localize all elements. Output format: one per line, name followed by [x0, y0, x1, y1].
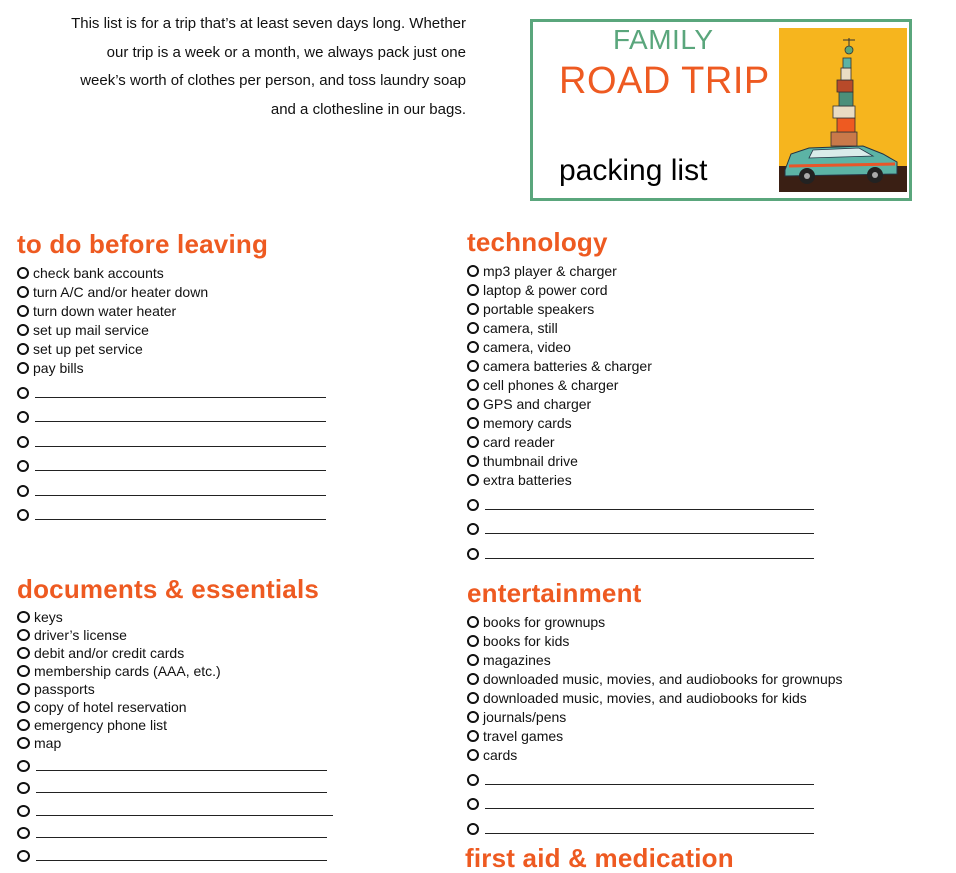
checkbox-circle-icon[interactable]	[467, 322, 479, 334]
item-label: emergency phone list	[34, 717, 168, 733]
checkbox-circle-icon[interactable]	[467, 474, 479, 486]
checklist-item[interactable]	[467, 280, 814, 299]
checklist-item[interactable]	[17, 301, 326, 320]
item-label: downloaded music, movies, and audiobooks for grownups	[483, 670, 843, 687]
item-label: turn A/C and/or heater down	[33, 283, 209, 300]
intro-line: This list is for a trip that’s at least seven days long. Whether	[71, 15, 466, 32]
write-in-line[interactable]	[485, 558, 814, 559]
checklist-item[interactable]	[467, 394, 814, 413]
checkbox-circle-icon[interactable]	[17, 737, 30, 749]
checklist-item[interactable]	[17, 608, 333, 626]
item-label: turn down water heater	[33, 302, 177, 319]
checklist-item[interactable]	[17, 626, 333, 644]
checklist-item[interactable]	[467, 745, 843, 764]
write-in-line[interactable]	[485, 533, 814, 534]
item-label: books for grownups	[483, 613, 606, 630]
item-label: set up pet service	[33, 340, 143, 357]
checkbox-circle-icon[interactable]	[17, 267, 29, 279]
checklist-item[interactable]	[17, 339, 326, 358]
item-label: portable speakers	[483, 300, 595, 317]
checklist-item[interactable]	[17, 282, 326, 301]
checklist-item[interactable]	[467, 470, 814, 489]
section-heading: entertainment	[467, 578, 642, 608]
item-label: map	[34, 735, 62, 751]
checkbox-circle-icon[interactable]	[467, 616, 479, 628]
title-box	[530, 19, 912, 201]
checklist-item[interactable]	[467, 337, 814, 356]
checklist-item[interactable]	[17, 263, 326, 282]
write-in-line[interactable]	[35, 446, 326, 447]
checklist-item[interactable]	[467, 612, 843, 631]
checkbox-circle-icon[interactable]	[467, 303, 479, 315]
checkbox-circle-icon[interactable]	[17, 665, 30, 677]
checkbox-circle-icon[interactable]	[467, 417, 479, 429]
checkbox-circle-icon[interactable]	[467, 523, 479, 535]
checkbox-circle-icon[interactable]	[17, 286, 29, 298]
checklist-item[interactable]	[467, 688, 843, 707]
checklist-item[interactable]	[467, 432, 814, 451]
write-in-line[interactable]	[36, 792, 327, 793]
item-label: passports	[34, 681, 95, 697]
blank-checklist-line[interactable]	[17, 402, 326, 427]
checkbox-circle-icon[interactable]	[17, 387, 29, 399]
checkbox-circle-icon[interactable]	[467, 341, 479, 353]
checkbox-circle-icon[interactable]	[17, 460, 29, 472]
blank-checklist-line[interactable]	[17, 775, 333, 798]
checklist-item[interactable]	[467, 451, 814, 470]
section-entertainment	[467, 578, 843, 838]
item-label: set up mail service	[33, 321, 149, 338]
checkbox-circle-icon[interactable]	[17, 362, 29, 374]
checkbox-circle-icon[interactable]	[17, 629, 30, 641]
checklist-item[interactable]	[467, 650, 843, 669]
checkbox-circle-icon[interactable]	[17, 719, 30, 731]
intro-line: and a clothesline in our bags.	[270, 100, 466, 118]
blank-checklist-line[interactable]	[467, 514, 814, 539]
title-family: FAMILY	[613, 24, 714, 55]
blank-checklist-line[interactable]	[17, 752, 333, 775]
write-in-line[interactable]	[485, 833, 814, 834]
checklist-item[interactable]	[467, 726, 843, 745]
write-in-line[interactable]	[35, 421, 326, 422]
section-technology	[467, 227, 814, 563]
checkbox-circle-icon[interactable]	[467, 499, 479, 511]
item-label: camera, still	[483, 319, 558, 336]
checkbox-circle-icon[interactable]	[17, 805, 30, 817]
item-label: travel games	[483, 727, 564, 744]
checkbox-circle-icon[interactable]	[467, 398, 479, 410]
item-label: magazines	[483, 651, 551, 668]
blank-checklist-line[interactable]	[467, 764, 843, 789]
item-label: journals/pens	[483, 708, 567, 725]
write-in-line[interactable]	[485, 808, 814, 809]
checkbox-circle-icon[interactable]	[17, 485, 29, 497]
checklist-item[interactable]	[17, 680, 333, 698]
section-first-aid	[465, 843, 734, 873]
checklist-item[interactable]	[17, 358, 326, 377]
write-in-line[interactable]	[35, 397, 326, 398]
checkbox-circle-icon[interactable]	[17, 411, 29, 423]
title-road-trip: ROAD TRIP	[559, 60, 770, 102]
checkbox-circle-icon[interactable]	[467, 548, 479, 560]
checkbox-circle-icon[interactable]	[17, 701, 30, 713]
checkbox-circle-icon[interactable]	[467, 673, 479, 685]
checkbox-circle-icon[interactable]	[467, 654, 479, 666]
item-label: cell phones & charger	[483, 376, 619, 393]
checkbox-circle-icon[interactable]	[467, 823, 479, 835]
item-label: membership cards (AAA, etc.)	[34, 663, 221, 679]
item-label: thumbnail drive	[483, 452, 578, 469]
blank-checklist-line[interactable]	[467, 789, 843, 814]
item-label: GPS and charger	[483, 395, 592, 412]
write-in-line[interactable]	[35, 470, 326, 471]
checkbox-circle-icon[interactable]	[467, 692, 479, 704]
blank-checklist-line[interactable]	[17, 797, 333, 820]
checkbox-circle-icon[interactable]	[467, 379, 479, 391]
section-documents	[17, 574, 333, 865]
intro-line: our trip is a week or a month, we always pack just one	[106, 43, 466, 61]
checklist-item[interactable]	[467, 261, 814, 280]
item-label: mp3 player & charger	[483, 262, 617, 279]
intro-line: week’s worth of clothes per person, and toss laundry soap	[80, 72, 466, 89]
item-label: keys	[34, 609, 63, 625]
checkbox-circle-icon[interactable]	[17, 509, 29, 521]
checkbox-circle-icon[interactable]	[467, 455, 479, 467]
item-label: downloaded music, movies, and audiobooks for kids	[483, 689, 807, 706]
item-label: driver’s license	[34, 627, 127, 643]
checklist-item[interactable]	[467, 413, 814, 432]
blank-checklist-line[interactable]	[17, 500, 326, 525]
checkbox-circle-icon[interactable]	[467, 436, 479, 448]
checklist-item[interactable]	[467, 707, 843, 726]
blank-checklist-line[interactable]	[17, 820, 333, 843]
write-in-line[interactable]	[36, 815, 333, 816]
checklist-item[interactable]	[17, 716, 333, 734]
intro-paragraph	[20, 10, 466, 124]
item-label: check bank accounts	[33, 264, 164, 281]
write-in-line[interactable]	[35, 519, 326, 520]
section-heading: technology	[467, 227, 608, 257]
checklist-item[interactable]	[17, 644, 333, 662]
checkbox-circle-icon[interactable]	[467, 635, 479, 647]
checkbox-circle-icon[interactable]	[467, 265, 479, 277]
checkbox-circle-icon[interactable]	[17, 647, 30, 659]
checklist-item[interactable]	[17, 734, 333, 752]
checkbox-circle-icon[interactable]	[467, 749, 479, 761]
item-label: card reader	[483, 433, 555, 450]
checkbox-circle-icon[interactable]	[17, 343, 29, 355]
checkbox-circle-icon[interactable]	[17, 760, 30, 772]
checkbox-circle-icon[interactable]	[467, 711, 479, 723]
item-label: cards	[483, 746, 518, 763]
checklist-item[interactable]	[467, 299, 814, 318]
item-label: books for kids	[483, 632, 570, 649]
checklist-item[interactable]	[17, 662, 333, 680]
blank-checklist-line[interactable]	[17, 475, 326, 500]
item-label: camera batteries & charger	[483, 357, 652, 374]
item-label: pay bills	[33, 359, 84, 376]
title-packing-list: packing list	[559, 154, 708, 187]
checklist-item[interactable]	[467, 669, 843, 688]
checkbox-circle-icon[interactable]	[467, 774, 479, 786]
item-label: laptop & power cord	[483, 281, 608, 298]
checkbox-circle-icon[interactable]	[467, 798, 479, 810]
blank-checklist-line[interactable]	[17, 451, 326, 476]
checkbox-circle-icon[interactable]	[17, 611, 30, 623]
write-in-line[interactable]	[485, 509, 814, 510]
item-label: extra batteries	[483, 471, 572, 488]
checklist-item[interactable]	[17, 698, 333, 716]
checklist-item[interactable]	[467, 375, 814, 394]
item-label: copy of hotel reservation	[34, 699, 187, 715]
section-todo	[17, 229, 326, 524]
section-heading: first aid & medication	[465, 843, 734, 873]
blank-checklist-line[interactable]	[467, 489, 814, 514]
checklist-item[interactable]	[467, 356, 814, 375]
checkbox-circle-icon[interactable]	[17, 683, 30, 695]
checklist-item[interactable]	[467, 631, 843, 650]
write-in-line[interactable]	[35, 495, 326, 496]
blank-checklist-line[interactable]	[467, 813, 843, 838]
checkbox-circle-icon[interactable]	[17, 850, 30, 862]
checkbox-circle-icon[interactable]	[17, 436, 29, 448]
checkbox-circle-icon[interactable]	[17, 827, 30, 839]
blank-checklist-line[interactable]	[17, 842, 333, 865]
checkbox-circle-icon[interactable]	[467, 360, 479, 372]
checkbox-circle-icon[interactable]	[467, 730, 479, 742]
checklist-item[interactable]	[467, 318, 814, 337]
blank-checklist-line[interactable]	[467, 538, 814, 563]
checkbox-circle-icon[interactable]	[17, 782, 30, 794]
section-heading: documents & essentials	[17, 574, 320, 604]
blank-checklist-line[interactable]	[17, 426, 326, 451]
item-label: debit and/or credit cards	[34, 645, 185, 661]
checkbox-circle-icon[interactable]	[17, 324, 29, 336]
write-in-line[interactable]	[36, 860, 327, 861]
checklist-item[interactable]	[17, 320, 326, 339]
item-label: memory cards	[483, 414, 572, 431]
checkbox-circle-icon[interactable]	[17, 305, 29, 317]
road-trip-illustration	[779, 28, 907, 192]
section-heading: to do before leaving	[17, 229, 269, 259]
write-in-line[interactable]	[485, 784, 814, 785]
blank-checklist-line[interactable]	[17, 377, 326, 402]
write-in-line[interactable]	[36, 770, 327, 771]
item-label: camera, video	[483, 338, 571, 355]
checkbox-circle-icon[interactable]	[467, 284, 479, 296]
write-in-line[interactable]	[36, 837, 327, 838]
